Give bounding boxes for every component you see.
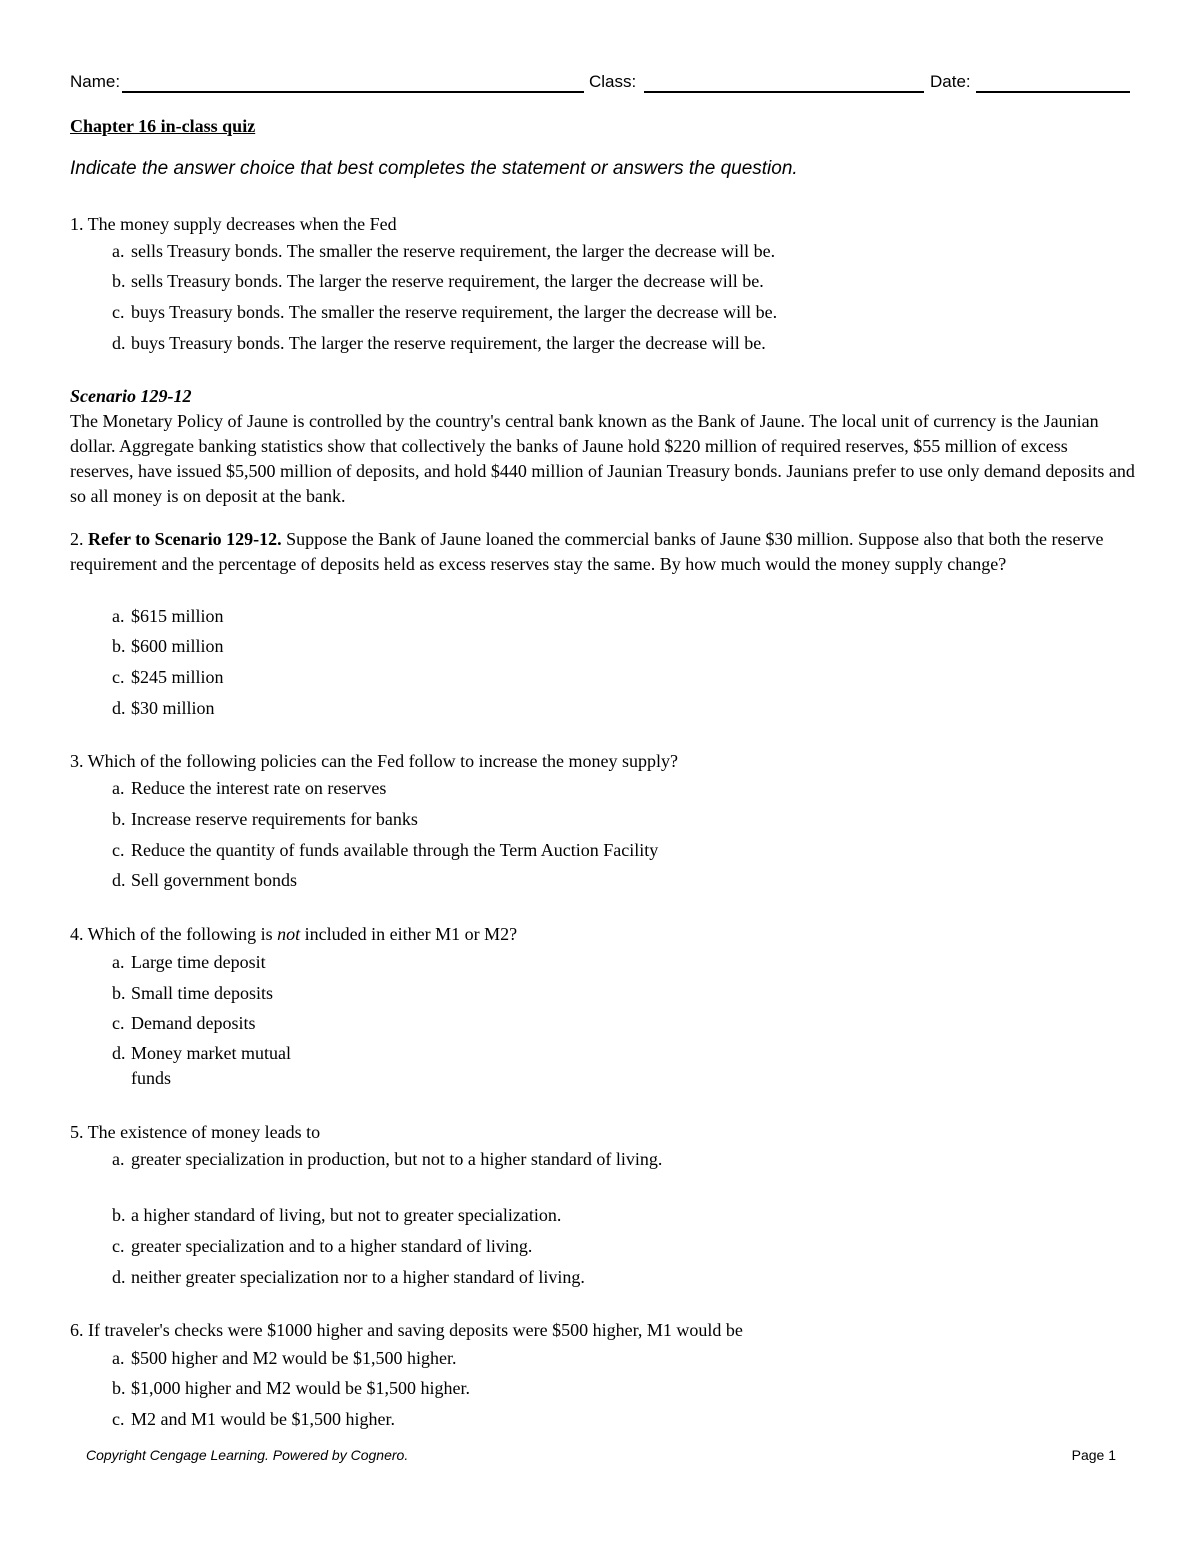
option-text: sells Treasury bonds. The larger the reserve requirement, the larger the decrease will be. xyxy=(131,271,764,291)
name-label: Name: xyxy=(70,72,121,91)
option-letter: c. xyxy=(112,667,125,687)
option-letter: a. xyxy=(112,952,125,972)
option-letter: c. xyxy=(112,1013,125,1033)
q2-scenario-ref: Refer to Scenario 129-12. xyxy=(88,529,282,549)
option-letter: a. xyxy=(112,1348,125,1368)
option-letter: d. xyxy=(112,870,126,890)
header-fields xyxy=(70,70,1130,96)
option-text: Sell government bonds xyxy=(131,870,297,890)
instructions: Indicate the answer choice that best completes the statement or answers the question. xyxy=(70,158,798,179)
option-text: $600 million xyxy=(131,636,224,656)
question-6-stem: 6. If traveler's checks were $1000 higher and saving deposits were $500 higher, M1 would be xyxy=(70,1320,743,1340)
option-text: Increase reserve requirements for banks xyxy=(131,809,418,829)
option-letter: c. xyxy=(112,302,125,322)
q2-stem-text: Suppose the Bank of Jaune loaned the commercial banks of Jaune $30 million. Suppose also that both the reserve requirement and the percentage of deposits held as excess reserves stay the same. By how much would the money supply change? xyxy=(70,529,1104,574)
scenario-title: Scenario 129-12 xyxy=(70,386,192,406)
date-field[interactable] xyxy=(976,91,1130,93)
option-text: sells Treasury bonds. The smaller the reserve requirement, the larger the decrease will be. xyxy=(131,241,776,261)
option-text: greater specialization in production, but not to a higher standard of living. xyxy=(131,1149,663,1169)
option-text: $500 higher and M2 would be $1,500 higher. xyxy=(131,1348,457,1368)
class-label: Class: xyxy=(589,72,637,91)
option-letter: b. xyxy=(112,1378,126,1398)
q2-option-a[interactable] xyxy=(112,604,224,629)
option-text: Reduce the quantity of funds available through the Term Auction Facility xyxy=(131,840,659,860)
q3-option-b[interactable] xyxy=(112,807,418,832)
option-letter: a. xyxy=(112,606,125,626)
option-text: $615 million xyxy=(131,606,224,626)
q4-option-a[interactable] xyxy=(112,950,266,975)
option-letter: c. xyxy=(112,1409,125,1429)
name-field[interactable] xyxy=(122,91,584,93)
q4-stem-before: 4. Which of the following is xyxy=(70,924,278,944)
option-text: Reduce the interest rate on reserves xyxy=(131,778,387,798)
q4-stem-emphasis: not xyxy=(277,924,301,944)
q3-option-d[interactable] xyxy=(112,868,297,893)
option-text: buys Treasury bonds. The smaller the reserve requirement, the larger the decrease will be. xyxy=(131,302,778,322)
option-text: Small time deposits xyxy=(131,983,273,1003)
option-text: $30 million xyxy=(131,698,215,718)
option-text: $245 million xyxy=(131,667,224,687)
q5-option-c[interactable] xyxy=(112,1234,532,1259)
option-text: $1,000 higher and M2 would be $1,500 higher. xyxy=(131,1378,470,1398)
option-letter: b. xyxy=(112,271,126,291)
date-label: Date: xyxy=(930,72,971,91)
q1-option-b[interactable] xyxy=(112,269,764,294)
option-letter: b. xyxy=(112,809,126,829)
option-letter: b. xyxy=(112,983,126,1003)
option-letter: d. xyxy=(112,1267,126,1287)
class-field[interactable] xyxy=(644,91,924,93)
q6-option-c[interactable] xyxy=(112,1407,395,1432)
option-letter: c. xyxy=(112,840,125,860)
q2-option-c[interactable] xyxy=(112,665,224,690)
q5-option-b[interactable] xyxy=(112,1203,561,1228)
option-letter: d. xyxy=(112,1043,126,1063)
q6-option-b[interactable] xyxy=(112,1376,470,1401)
q1-option-d[interactable] xyxy=(112,331,766,356)
option-text: Money market mutual funds xyxy=(131,1043,291,1088)
option-letter: d. xyxy=(112,333,126,353)
question-1-stem: 1. The money supply decreases when the Fed xyxy=(70,214,397,234)
q1-option-a[interactable] xyxy=(112,239,775,264)
q2-number: 2. xyxy=(70,529,88,549)
q5-option-a[interactable] xyxy=(112,1147,731,1172)
q3-option-c[interactable] xyxy=(112,838,658,863)
q6-option-a[interactable] xyxy=(112,1346,456,1371)
scenario-block xyxy=(70,384,1135,509)
question-4-stem xyxy=(70,922,1135,947)
option-text: M2 and M1 would be $1,500 higher. xyxy=(131,1409,395,1429)
q4-option-b[interactable] xyxy=(112,981,273,1006)
option-text: Demand deposits xyxy=(131,1013,256,1033)
option-letter: d. xyxy=(112,698,126,718)
option-letter: b. xyxy=(112,1205,126,1225)
scenario-text: The Monetary Policy of Jaune is controlled by the country's central bank known as the Bank of Jaune. The local unit of currency is the Jaunian dollar. Aggregate banking statistics show that collectively the banks of Jaune hold $220 million of required reserves, $55 million of excess reserves, have issued $5,500 million of deposits, and hold $440 million of Jaunian Treasury bonds. Jaunians prefer to use only demand deposits and so all money is on deposit at the bank. xyxy=(70,411,1135,506)
q2-option-b[interactable] xyxy=(112,634,224,659)
option-letter: b. xyxy=(112,636,126,656)
copyright-text: Copyright Cengage Learning. Powered by Cognero. xyxy=(86,1447,409,1463)
q4-option-d[interactable] xyxy=(112,1041,331,1091)
q4-stem-after: included in either M1 or M2? xyxy=(300,924,518,944)
option-letter: a. xyxy=(112,1149,125,1169)
question-3-stem: 3. Which of the following policies can the Fed follow to increase the money supply? xyxy=(70,751,679,771)
option-letter: a. xyxy=(112,778,125,798)
q5-option-d[interactable] xyxy=(112,1265,585,1290)
q2-option-d[interactable] xyxy=(112,696,215,721)
option-text: Large time deposit xyxy=(131,952,266,972)
question-2-stem xyxy=(70,527,1135,577)
quiz-title: Chapter 16 in-class quiz xyxy=(70,116,256,136)
q1-option-c[interactable] xyxy=(112,300,777,325)
q4-option-c[interactable] xyxy=(112,1011,255,1036)
option-letter: a. xyxy=(112,241,125,261)
option-letter: c. xyxy=(112,1236,125,1256)
page-number: Page 1 xyxy=(1071,1447,1116,1463)
option-text: greater specialization and to a higher standard of living. xyxy=(131,1236,533,1256)
option-text: neither greater specialization nor to a higher standard of living. xyxy=(131,1267,585,1287)
question-5-stem: 5. The existence of money leads to xyxy=(70,1122,321,1142)
option-text: buys Treasury bonds. The larger the reserve requirement, the larger the decrease will be. xyxy=(131,333,766,353)
q3-option-a[interactable] xyxy=(112,776,386,801)
option-text: a higher standard of living, but not to greater specialization. xyxy=(131,1205,562,1225)
